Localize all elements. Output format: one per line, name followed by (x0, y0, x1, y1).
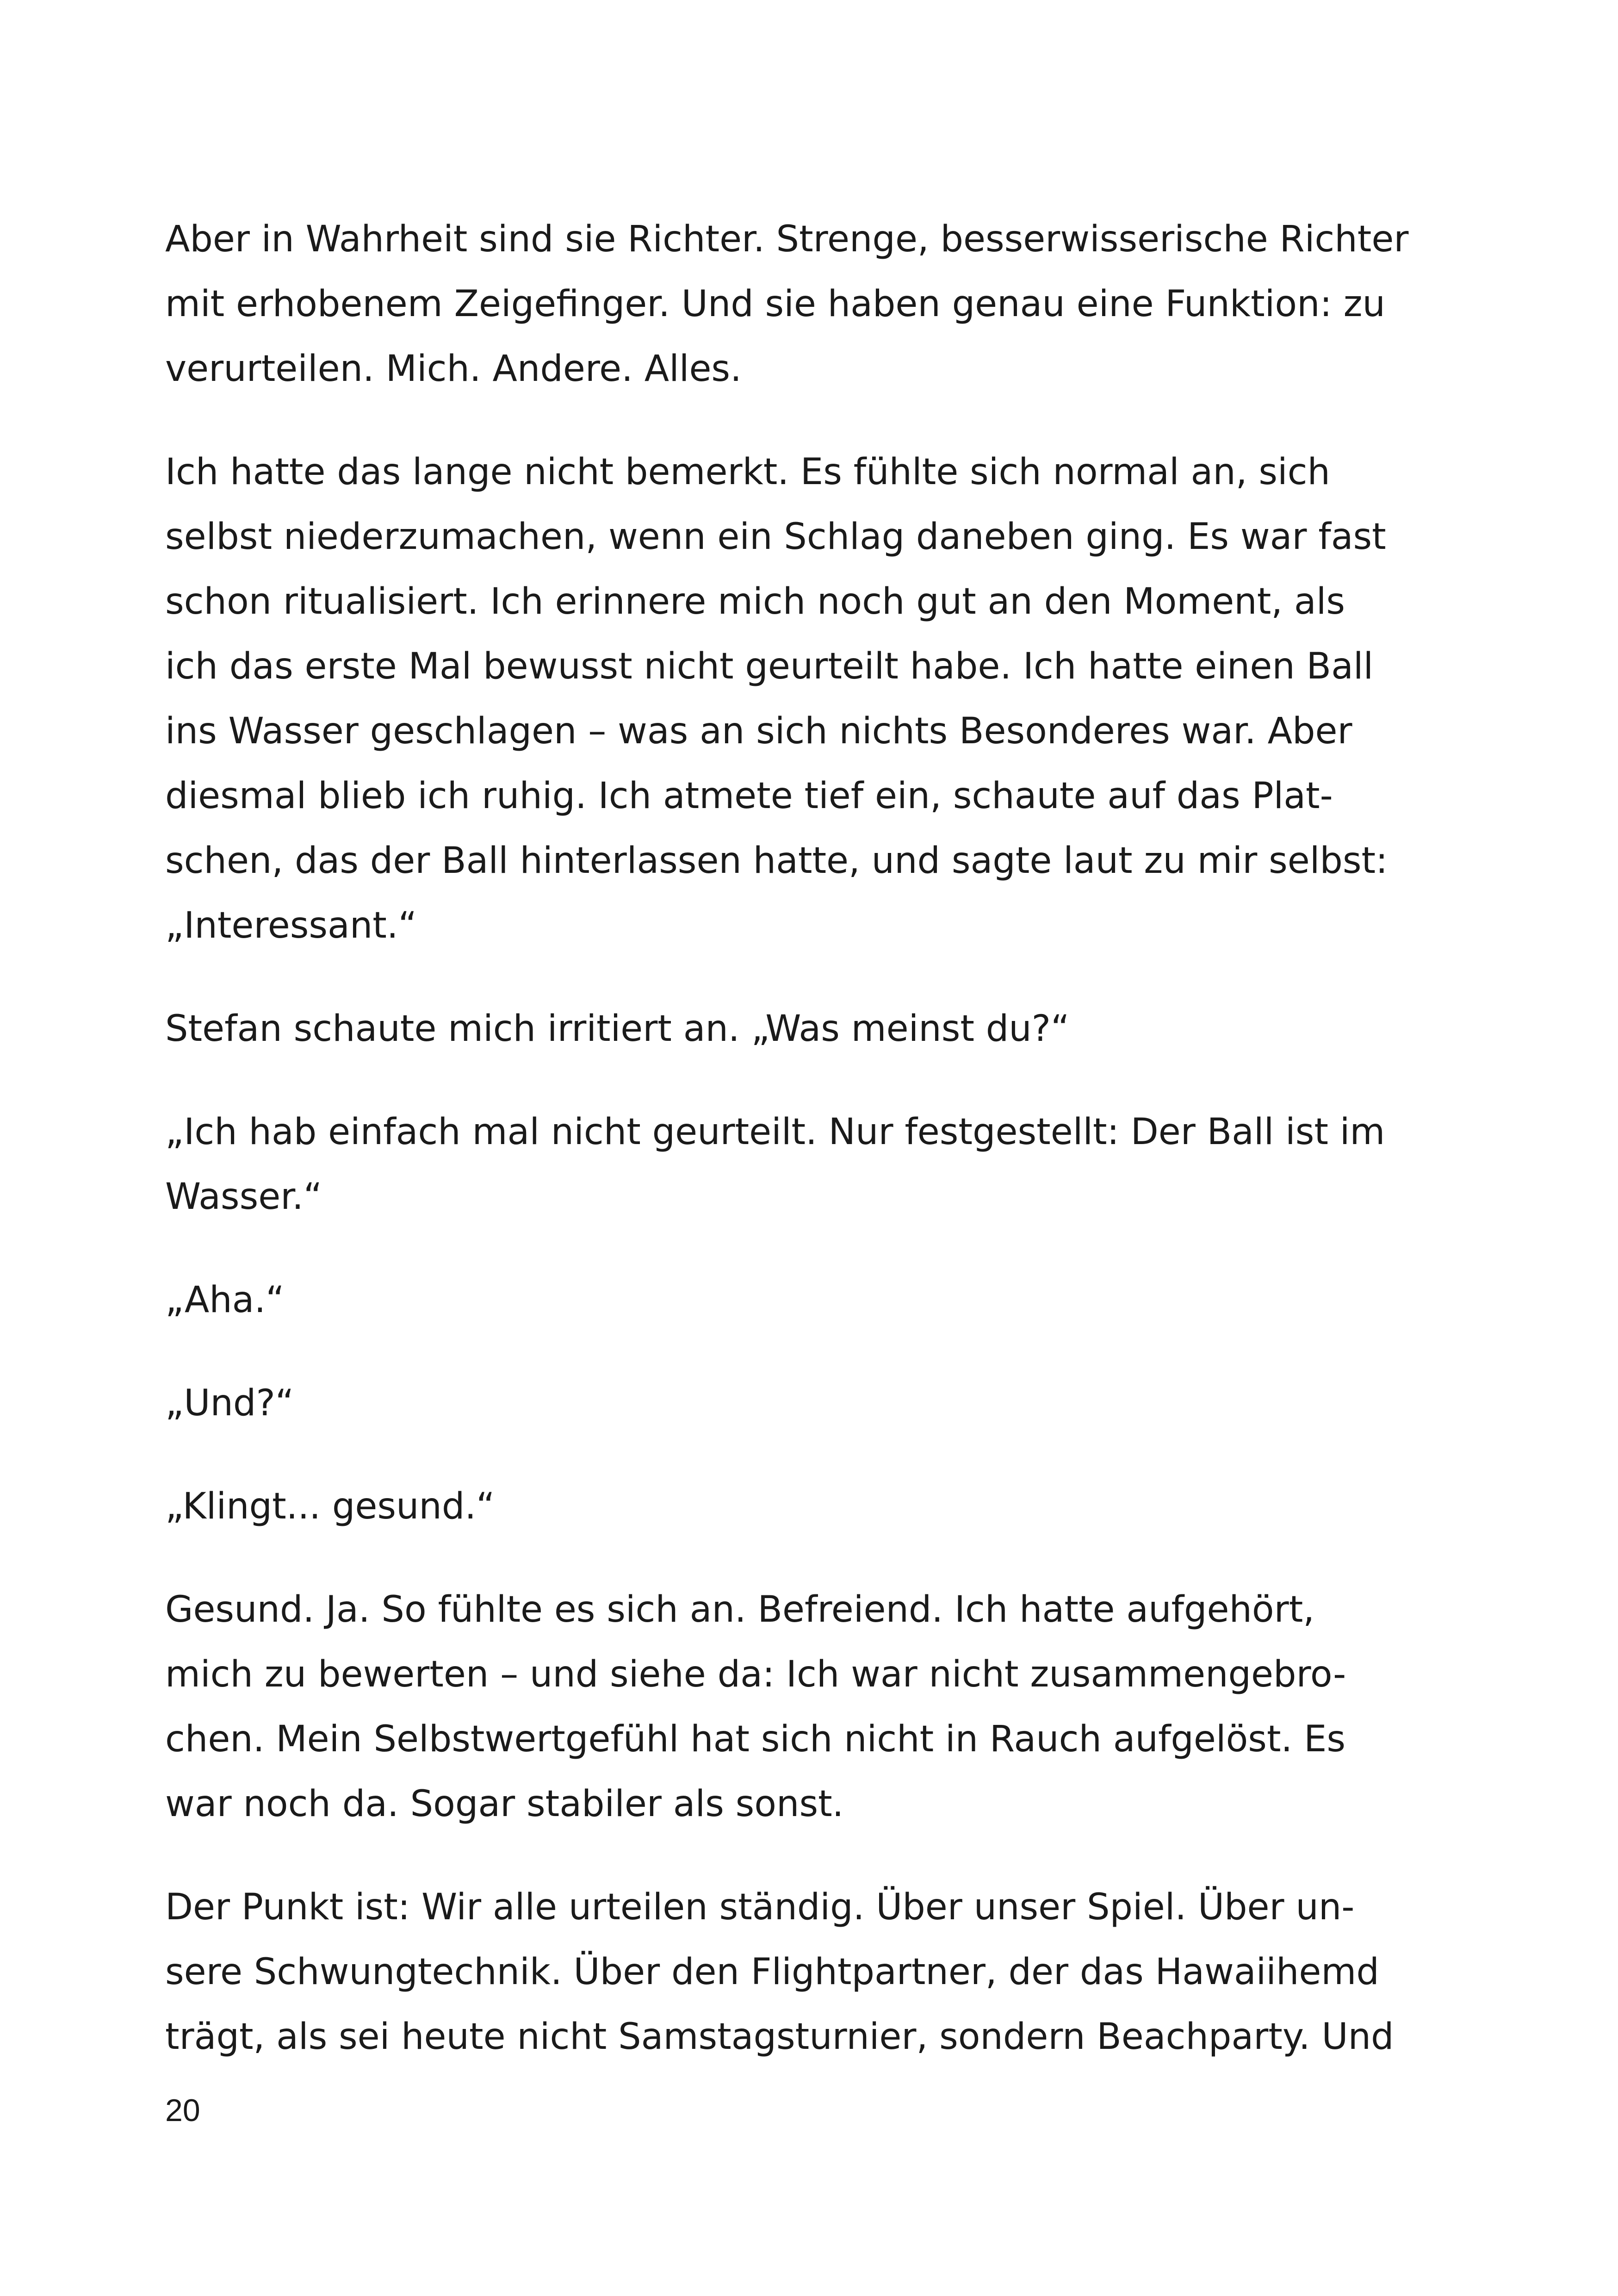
page-number: 20 (165, 2093, 200, 2128)
text-line: diesmal blieb ich ruhig. Ich atmete tief ein, schaute auf das Plat- (165, 775, 1333, 817)
paragraph-4 (165, 1100, 1451, 1229)
body-text (165, 207, 1451, 2108)
text-line: Aber in Wahrheit sind sie Richter. Strenge, besserwisserische Richter (165, 218, 1409, 260)
paragraph-1 (165, 207, 1451, 401)
text-line: Der Punkt ist: Wir alle urteilen ständig. Über unser Spiel. Über un- (165, 1886, 1355, 1928)
text-line: chen. Mein Selbstwertgefühl hat sich nicht in Rauch aufgelöst. Es (165, 1718, 1346, 1760)
paragraph-6 (165, 1371, 1451, 1436)
text-line: sere Schwungtechnik. Über den Flightpartner, der das Hawaiihemd (165, 1951, 1379, 1993)
text-line: Ich hatte das lange nicht bemerkt. Es fühlte sich normal an, sich (165, 451, 1330, 493)
text-line: „Interessant.“ (165, 905, 417, 946)
paragraph-7 (165, 1474, 1451, 1539)
paragraph-8 (165, 1577, 1451, 1836)
text-line: mit erhobenem Zeigefinger. Und sie haben genau eine Funktion: zu (165, 283, 1385, 325)
text-line: Stefan schaute mich irritiert an. „Was meinst du?“ (165, 1008, 1070, 1050)
paragraph-5 (165, 1268, 1451, 1332)
text-line: trägt, als sei heute nicht Samstagsturnier, sondern Beachparty. Und (165, 2016, 1394, 2058)
text-line: Gesund. Ja. So fühlte es sich an. Befreiend. Ich hatte aufgehört, (165, 1589, 1315, 1630)
text-line: schon ritualisiert. Ich erinnere mich noch gut an den Moment, als (165, 581, 1345, 622)
text-line: „Und?“ (165, 1382, 294, 1424)
paragraph-9 (165, 1875, 1451, 2069)
text-line: war noch da. Sogar stabiler als sonst. (165, 1783, 844, 1825)
text-line: schen, das der Ball hinterlassen hatte, und sagte laut zu mir selbst: (165, 840, 1388, 882)
paragraph-3 (165, 996, 1451, 1061)
text-line: „Aha.“ (165, 1279, 285, 1321)
text-line: ins Wasser geschlagen – was an sich nichts Besonderes war. Aber (165, 710, 1352, 752)
text-line: „Ich hab einfach mal nicht geurteilt. Nur festgestellt: Der Ball ist im (165, 1111, 1385, 1153)
text-line: selbst niederzumachen, wenn ein Schlag daneben ging. Es war fast (165, 516, 1386, 558)
paragraph-2 (165, 440, 1451, 958)
text-line: mich zu bewerten – und siehe da: Ich war nicht zusammengebro- (165, 1654, 1346, 1695)
text-line: verurteilen. Mich. Andere. Alles. (165, 348, 742, 390)
text-line: Wasser.“ (165, 1176, 322, 1218)
text-line: „Klingt... gesund.“ (165, 1486, 495, 1527)
text-line: ich das erste Mal bewusst nicht geurteilt habe. Ich hatte einen Ball (165, 646, 1374, 687)
